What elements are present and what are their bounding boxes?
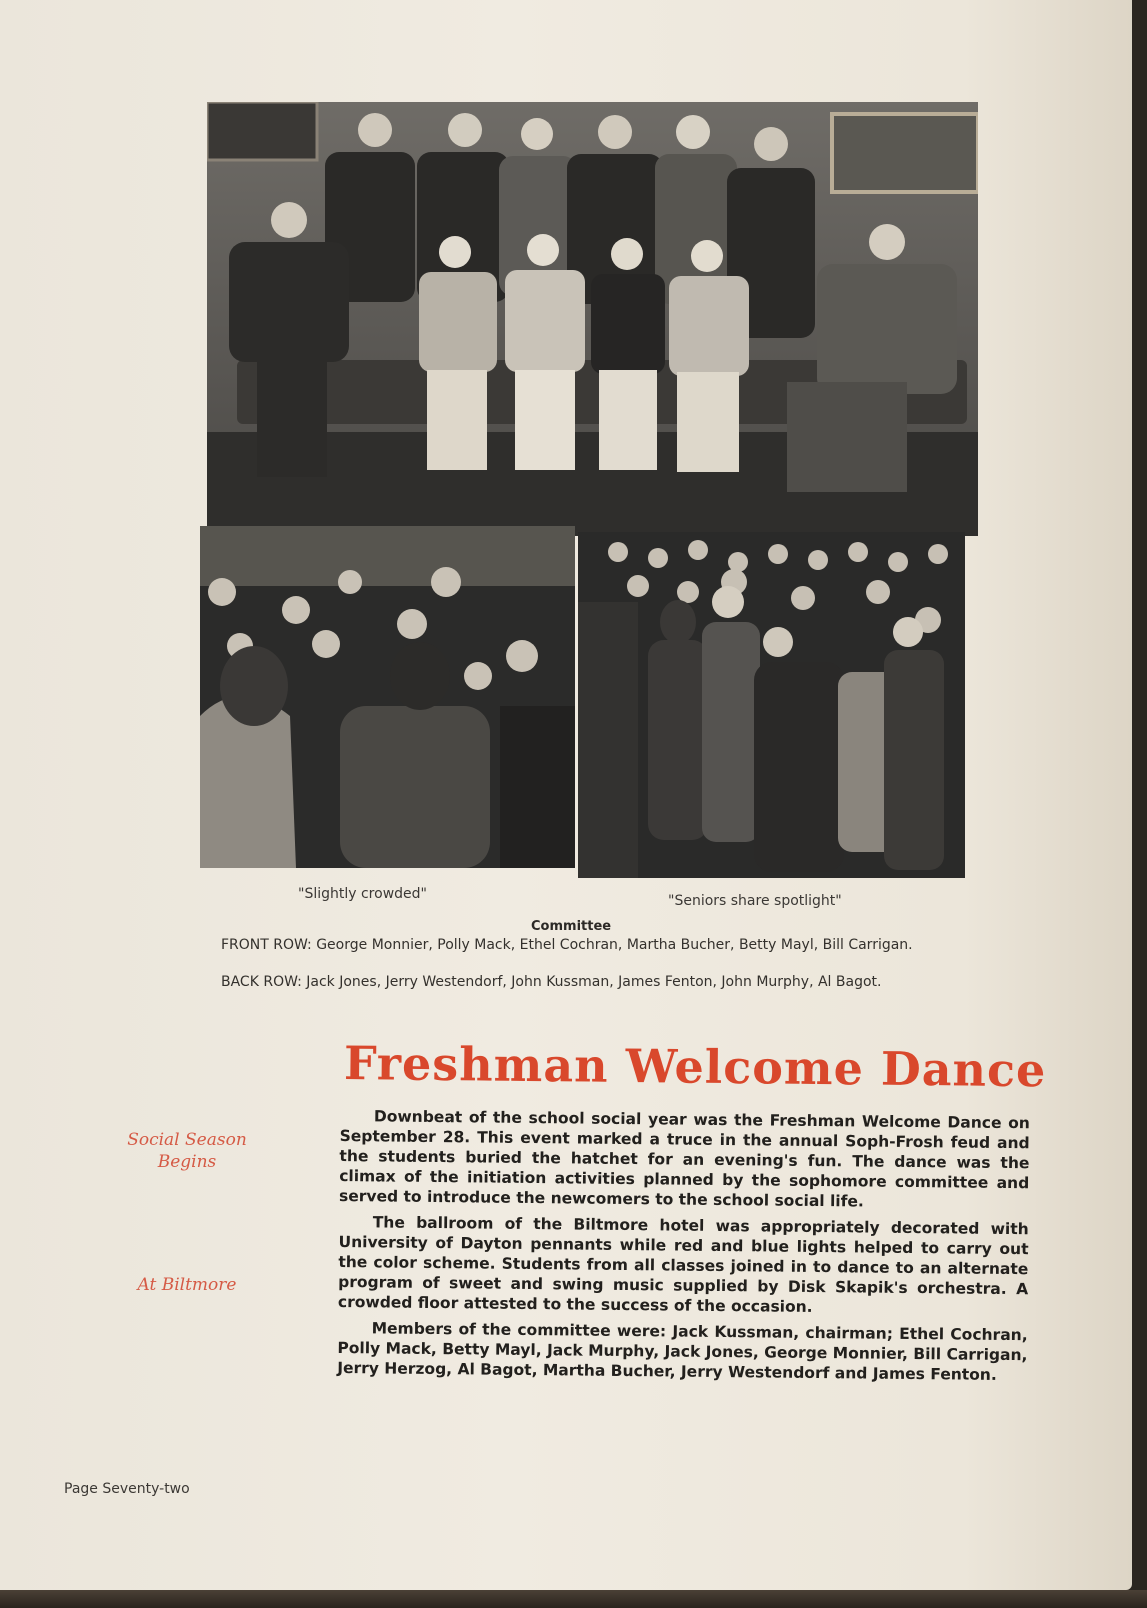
- caption-seniors-share-spotlight: "Seniors share spotlight": [668, 893, 842, 909]
- slightly-crowded-photo: [200, 526, 575, 868]
- article-paragraph: Downbeat of the school social year was the Freshman Welcome Dance on September 28. This event marked a truce in the annual Soph-Frosh feud and the students buried the hatchet for an evening's fun. The dance was the climax of the initiation activities planned by the sophomore committee and served to introduce the newcomers to the school social life.: [338, 1107, 1030, 1211]
- article-body: [337, 1106, 1030, 1391]
- caption-slightly-crowded: "Slightly crowded": [298, 886, 427, 902]
- book-spine-edge: [0, 1590, 1147, 1608]
- side-note-at-biltmore: At Biltmore: [137, 1275, 237, 1295]
- article-paragraph: Members of the committee were: Jack Kussman, chairman; Ethel Cochran, Polly Mack, Betty Mayl, Jack Murphy, Jack Jones, George Monnier, Bill Carrigan, Jerry Herzog, Al Bagot, Martha Bucher, Jerry Westendorf and James Fenton.: [337, 1319, 1028, 1384]
- back-row-names: BACK ROW: Jack Jones, Jerry Westendorf, John Kussman, James Fenton, John Murphy, Al Bagot.: [221, 974, 882, 990]
- page-number: Page Seventy-two: [64, 1481, 190, 1497]
- front-row-names: FRONT ROW: George Monnier, Polly Mack, Ethel Cochran, Martha Bucher, Betty Mayl, Bill Carrigan.: [221, 937, 913, 953]
- article-title: Freshman Welcome Dance: [343, 1036, 1047, 1098]
- committee-heading: Committee: [531, 919, 612, 934]
- article-paragraph: The ballroom of the Biltmore hotel was appropriately decorated with University of Dayton pennants while red and blue lights helped to carry out the color scheme. Students from all classes joined in to dance to an alternate program of sweet and swing music supplied by Disk Skapik's orchestra. A crowded floor attested to the success of the occasion.: [337, 1213, 1029, 1316]
- side-note-social-season: Social Season Begins: [127, 1130, 247, 1172]
- committee-photo: [207, 102, 978, 536]
- seniors-share-spotlight-photo: [578, 532, 965, 878]
